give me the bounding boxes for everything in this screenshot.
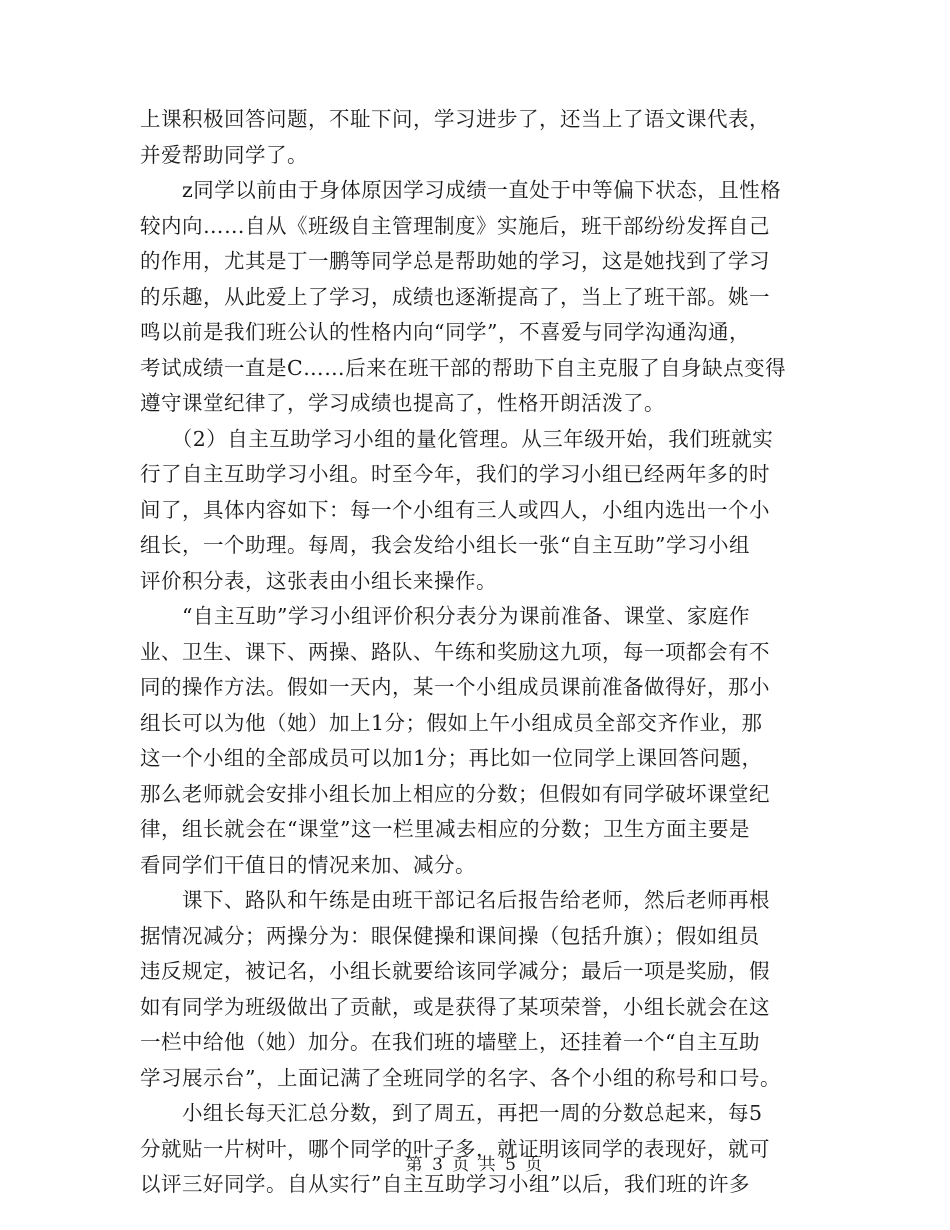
text-line: 据情况减分；两操分为：眼保健操和课间操（包括升旗）；假如组员: [140, 923, 760, 948]
text-line: 这一个小组的全部成员可以加1分；再比如一位同学上课回答问题，: [140, 746, 763, 770]
text-line: 学习展示台”，上面记满了全班同学的名字、各个小组的称号和口号。: [140, 1065, 781, 1090]
text-line: 并爱帮助同学了。: [140, 142, 308, 167]
text-line: 小组长每天汇总分数，到了周五，再把一周的分数总起来，每5: [140, 1101, 763, 1125]
text-line: 组长可以为他（她）加上1分；假如上午小组成员全部交齐作业，那: [140, 710, 763, 735]
text-line: 行了自主互助学习小组。时至今年，我们的学习小组已经两年多的时: [140, 462, 770, 486]
text-line: 业、卫生、课下、两操、路队、午练和奖励这九项，每一项都会有不: [140, 639, 770, 664]
text-line: 看同学们干值日的情况来加、减分。: [140, 852, 476, 877]
text-line: 间了，具体内容如下：每一个小组有三人或四人，小组内选出一个小: [140, 497, 770, 522]
text-line: （2）自主互助学习小组的量化管理。从三年级开始，我们班就实: [140, 426, 774, 451]
text-line: 组长，一个助理。每周，我会发给小组长一张“自主互助”学习小组: [140, 533, 750, 557]
text-line: 鸣以前是我们班公认的性格内向“同学”，不喜爱与同学沟通沟通，: [140, 320, 750, 344]
text-line: 律，组长就会在“课堂”这一栏里减去相应的分数；卫生方面主要是: [140, 817, 750, 841]
text-line: 以评三好同学。自从实行”自主互助学习小组”以后，我们班的许多: [140, 1172, 750, 1196]
text-line: 如有同学为班级做出了贡献，或是获得了某项荣誉，小组长就会在这: [140, 994, 770, 1019]
document-body: [140, 102, 820, 1203]
text-line: 遵守课堂纪律了，学习成绩也提高了，性格开朗活泼了。: [140, 391, 665, 415]
text-line: 考试成绩一直是C……后来在班干部的帮助下自主克服了自身缺点变得: [140, 355, 787, 380]
page-number-footer: 第 3 页 共 5 页: [405, 1155, 545, 1175]
text-line: 课下、路队和午练是由班干部记名后报告给老师，然后老师再根: [140, 888, 770, 912]
text-line: z同学以前由于身体原因学习成绩一直处于中等偏下状态，且性格: [140, 178, 782, 202]
text-line: “自主互助”学习小组评价积分表分为课前准备、课堂、家庭作: [140, 604, 750, 628]
text-line: 的作用，尤其是丁一鹏等同学总是帮助她的学习，这是她找到了学习: [140, 249, 770, 273]
text-line: 那么老师就会安排小组长加上相应的分数；但假如有同学破坏课堂纪: [140, 781, 770, 806]
text-line: 分就贴一片树叶，哪个同学的叶子多，就证明该同学的表现好，就可: [140, 1136, 770, 1161]
text-line: 较内向……自从《班级自主管理制度》实施后，班干部纷纷发挥自己: [140, 213, 770, 238]
text-line: 上课积极回答问题，不耻下问，学习进步了，还当上了语文课代表，: [140, 107, 770, 131]
text-line: 违反规定，被记名，小组长就要给该同学减分；最后一项是奖励，假: [140, 959, 770, 983]
text-line: 同的操作方法。假如一天内，某一个小组成员课前准备做得好，那小: [140, 675, 770, 699]
text-line: 一栏中给他（她）加分。在我们班的墙壁上，还挂着一个“自主互助: [140, 1030, 760, 1054]
text-line: 的乐趣，从此爱上了学习，成绩也逐渐提高了，当上了班干部。姚一: [140, 284, 770, 309]
text-line: 评价积分表，这张表由小组长来操作。: [140, 568, 497, 593]
